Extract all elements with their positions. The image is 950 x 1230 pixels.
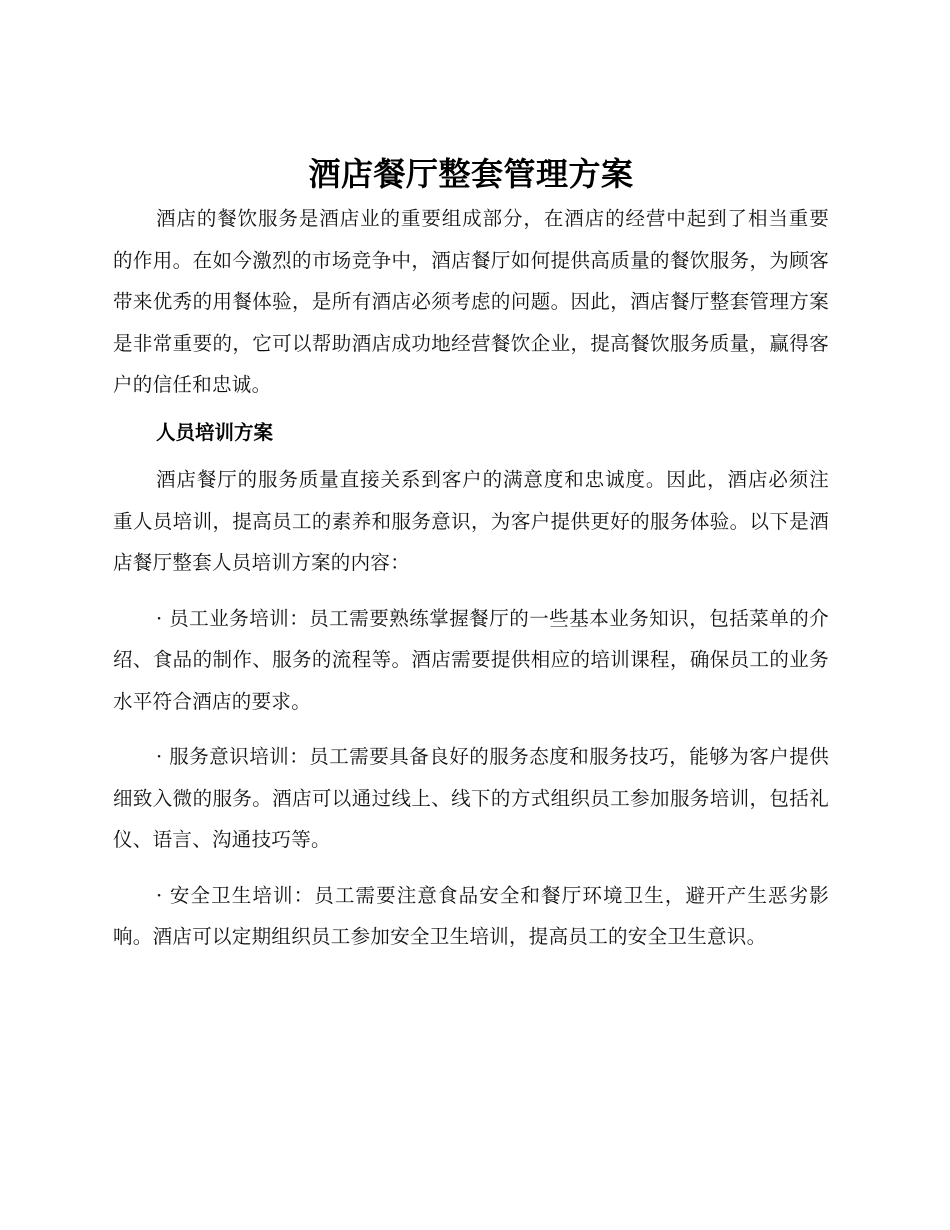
document-title: 酒店餐厅整套管理方案	[308, 155, 634, 193]
spacer	[113, 861, 829, 875]
spacer	[113, 584, 829, 598]
bullet-item-business-training: · 员工业务培训：员工需要熟练掌握餐厅的一些基本业务知识，包括菜单的介绍、食品的制作、服务的流程等。酒店需要提供相应的培训课程，确保员工的业务水平符合酒店的要求。	[113, 606, 829, 713]
section-heading: 人员培训方案	[156, 420, 274, 444]
document-body	[113, 150, 829, 958]
section-intro-paragraph: 酒店餐厅的服务质量直接关系到客户的满意度和忠诚度。因此，酒店必须注重人员培训，提高员工的素养和服务意识，为客户提供更好的服务体验。以下是酒店餐厅整套人员培训方案的内容：	[113, 468, 829, 574]
bullet-item-safety-training: · 安全卫生培训：员工需要注意食品安全和餐厅环境卫生，避开产生恶劣影响。酒店可以定期组织员工参加安全卫生培训，提高员工的安全卫生意识。	[113, 883, 829, 948]
intro-paragraph: 酒店的餐饮服务是酒店业的重要组成部分，在酒店的经营中起到了相当重要的作用。在如今激烈的市场竞争中，酒店餐厅如何提供高质量的餐饮服务，为顾客带来优秀的用餐体验，是所有酒店必须考虑的问题。因此，酒店餐厅整套管理方案是非常重要的，它可以帮助酒店成功地经营餐饮企业，提高餐饮服务质量，赢得客户的信任和忠诚。	[113, 207, 829, 396]
spacer	[113, 722, 829, 736]
bullet-item-service-training: · 服务意识培训：员工需要具备良好的服务态度和服务技巧，能够为客户提供细致入微的服务。酒店可以通过线上、线下的方式组织员工参加服务培训，包括礼仪、语言、沟通技巧等。	[113, 745, 829, 851]
